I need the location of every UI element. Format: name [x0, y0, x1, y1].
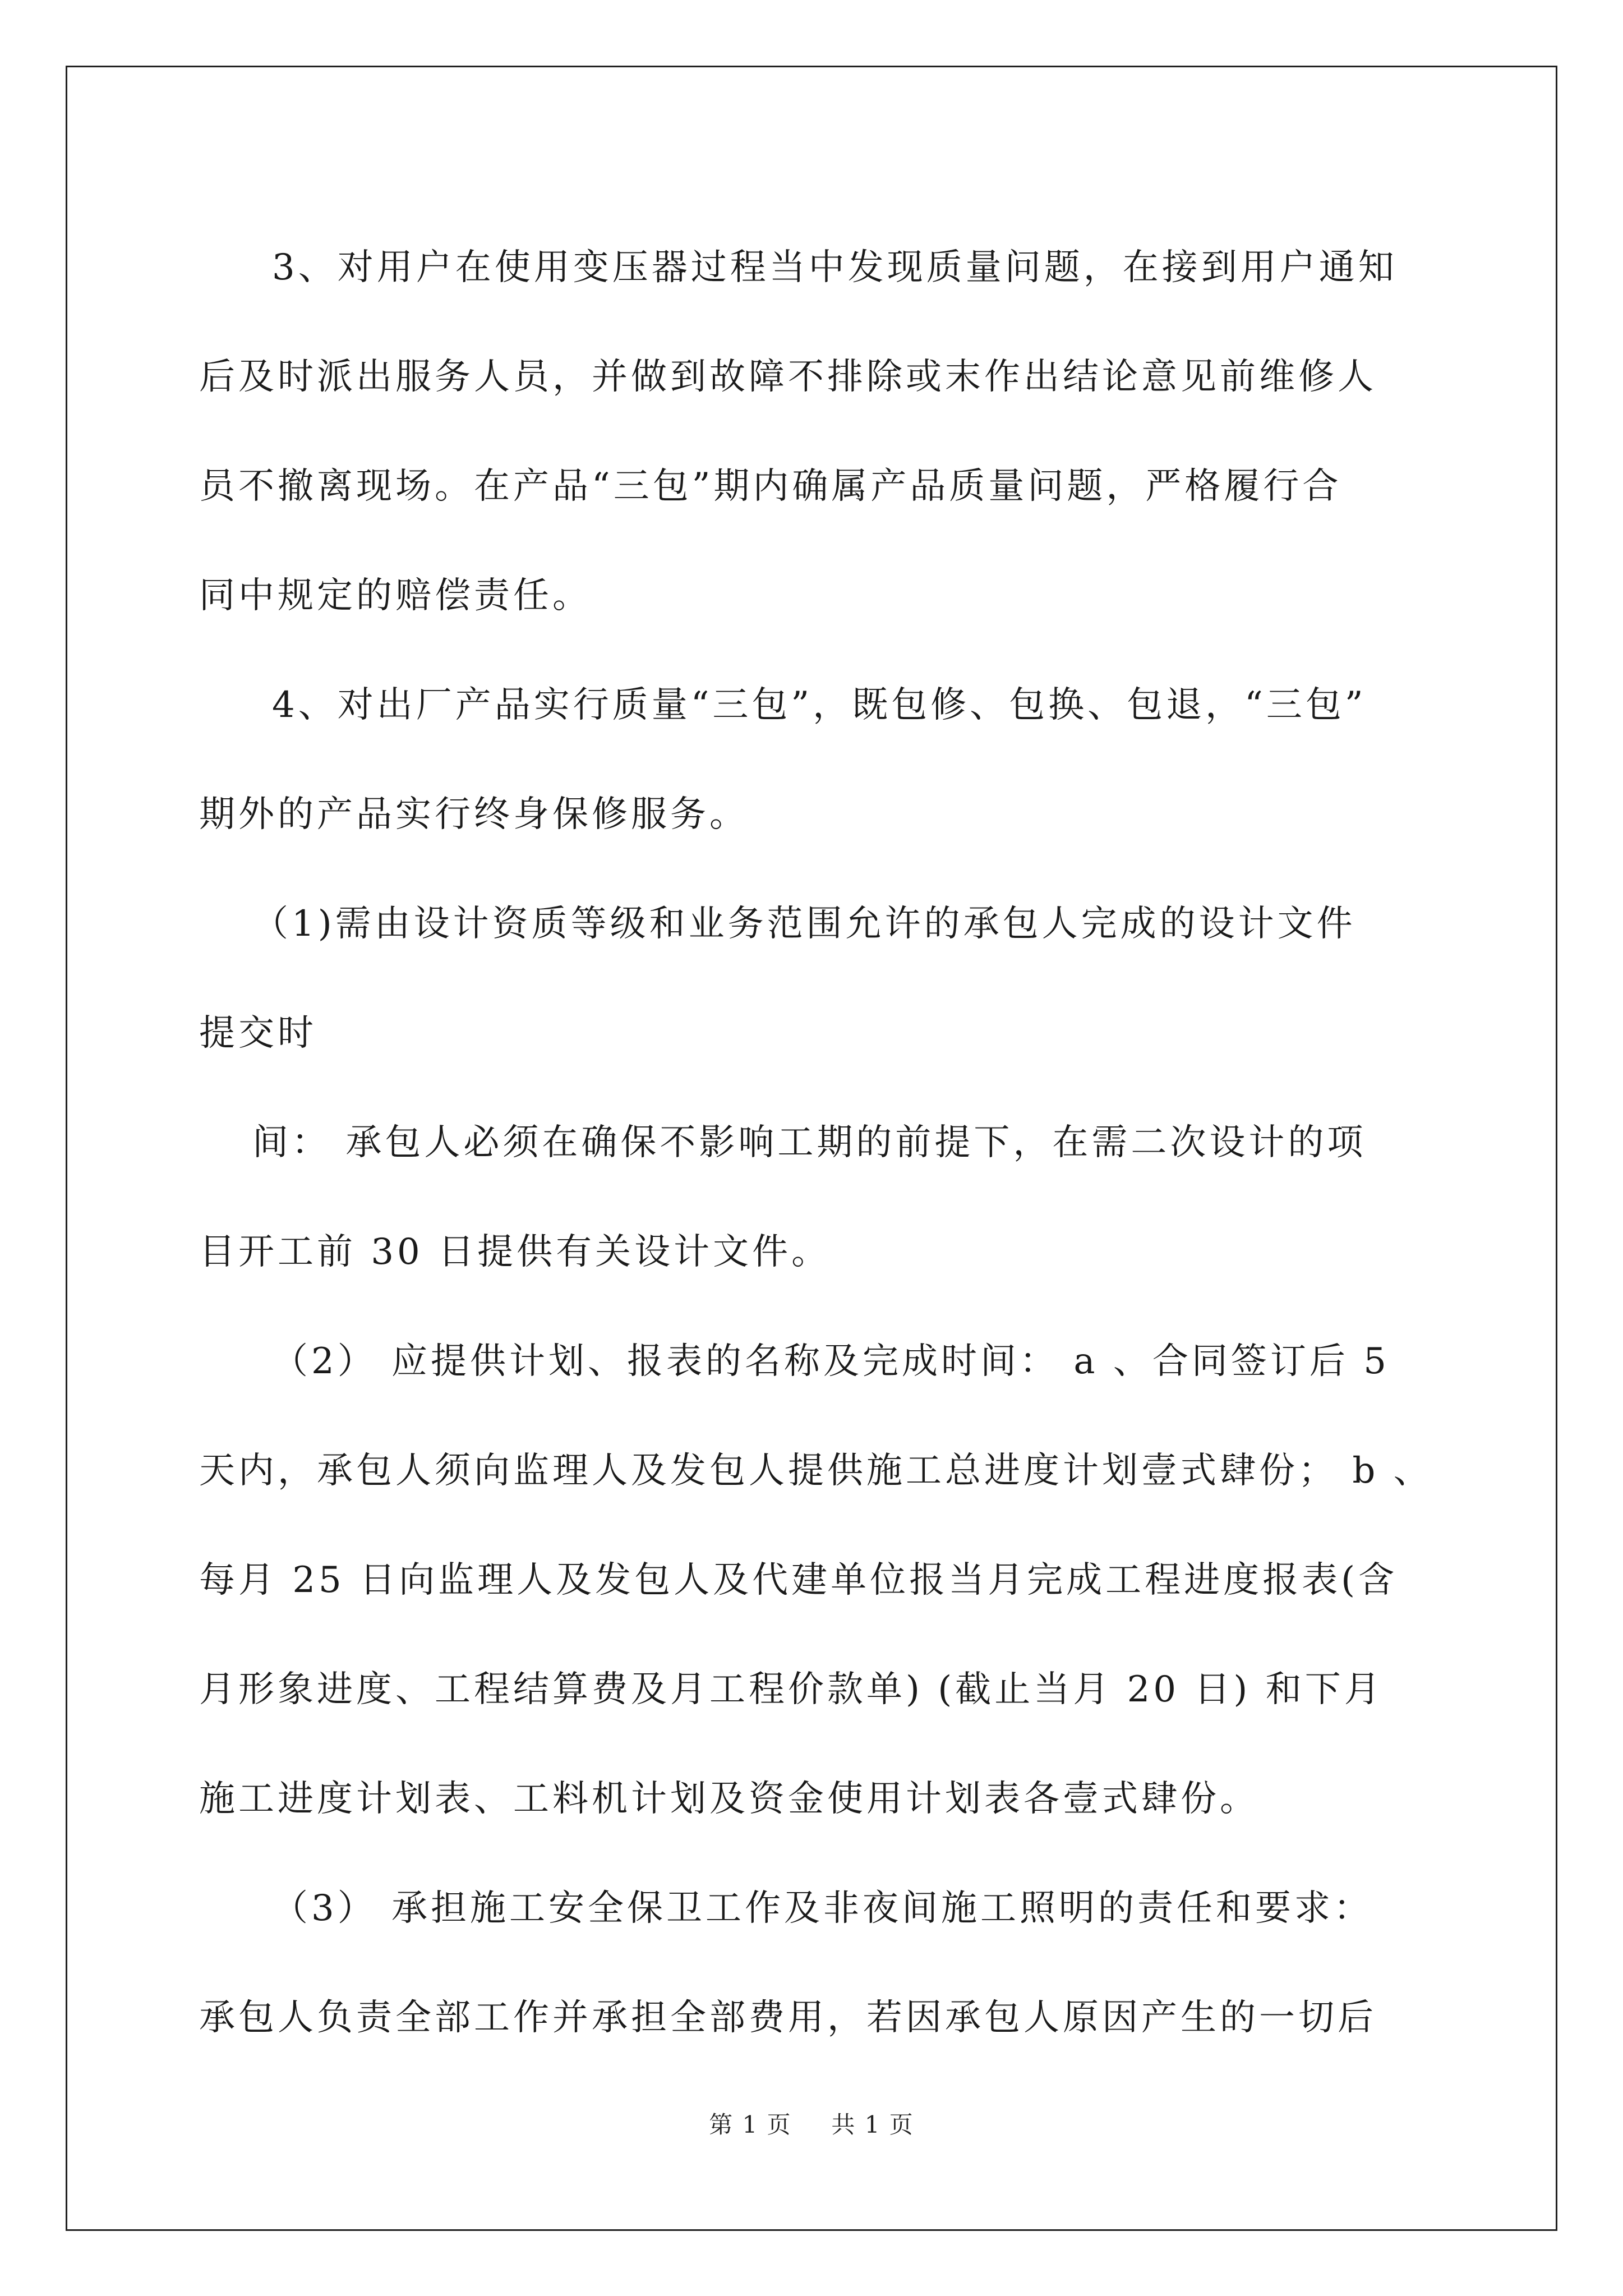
item-2-line-1: （2） 应提供计划、报表的名称及完成时间： a 、合同签订后 5 — [272, 1341, 1390, 1382]
item-2-line-5: 施工进度计划表、工料机计划及资金使用计划表各壹式肆份。 — [199, 1778, 1259, 1820]
item-3-line-1: （3） 承担施工安全保卫工作及非夜间施工照明的责任和要求： — [272, 1888, 1373, 1929]
item-1-line-4: 目开工前 30 日提供有关设计文件。 — [199, 1231, 831, 1273]
item-2-line-4: 月形象进度、工程结算费及月工程价款单) (截止当月 20 日) 和下月 — [199, 1669, 1384, 1710]
item-2-line-2: 天内，承包人须向监理人及发包人提供施工总进度计划壹式肆份； b 、 — [199, 1450, 1433, 1492]
paragraph-4-line-1: 4、对出厂产品实行质量“三包”，既包修、包换、包退，“三包” — [272, 684, 1367, 726]
paragraph-3-line-2: 后及时派出服务人员，并做到故障不排除或末作出结论意见前维修人 — [199, 356, 1377, 398]
paragraph-3-line-4: 同中规定的赔偿责任。 — [199, 575, 592, 616]
document-body — [199, 213, 1433, 2073]
item-1-line-2: 提交时 — [199, 1013, 317, 1054]
paragraph-3-line-1: 3、对用户在使用变压器过程当中发现质量问题，在接到用户通知 — [272, 247, 1398, 288]
item-3-line-2: 承包人负责全部工作并承担全部费用，若因承包人原因产生的一切后 — [199, 1997, 1377, 2039]
item-2-line-3: 每月 25 日向监理人及发包人及代建单位报当月完成工程进度报表(含 — [199, 1559, 1398, 1601]
page-number-current: 第 1 页 — [709, 2111, 792, 2138]
item-1-line-3: 间： 承包人必须在确保不影响工期的前提下，在需二次设计的项 — [252, 1122, 1367, 1163]
paragraph-4-line-2: 期外的产品实行终身保修服务。 — [199, 794, 749, 835]
item-1-line-1: （1)需由设计资质等级和业务范围允许的承包人完成的设计文件 — [252, 903, 1356, 945]
paragraph-3-line-3: 员不撤离现场。在产品“三包”期内确属产品质量问题，严格履行合 — [199, 466, 1342, 507]
page-number-total: 共 1 页 — [831, 2111, 914, 2138]
page-footer — [0, 2106, 1623, 2140]
